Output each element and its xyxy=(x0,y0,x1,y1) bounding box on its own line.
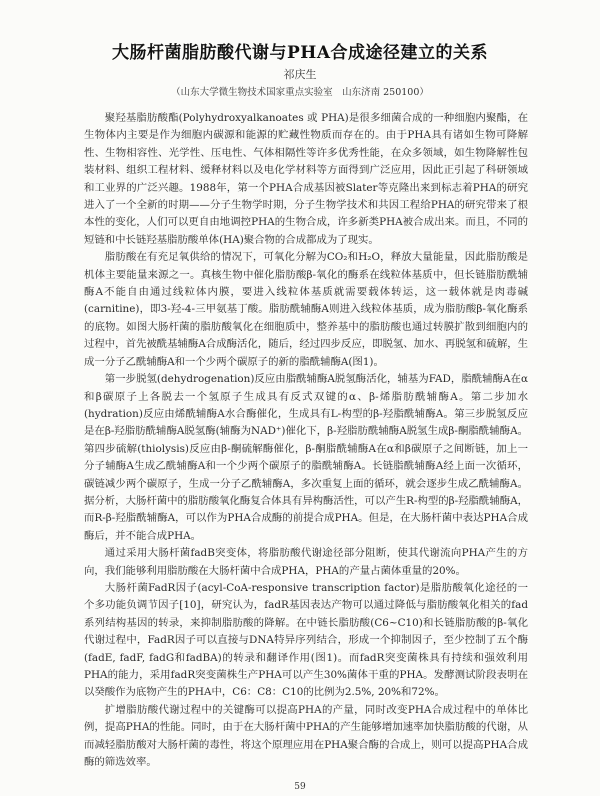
body-paragraph: 通过采用大肠杆菌fadB突变体，将脂肪酸代谢途径部分阻断，使其代谢流向PHA产生的方向，我们能够利用脂肪酸在大肠杆菌中合成PHA，PHA的产量占菌体重量的20%。 xyxy=(84,547,528,577)
body-paragraph: 脂肪酸在有充足氧供给的情况下，可氧化分解为CO₂和H₂O，释放大量能量，因此脂肪酸是机体主要能量来源之一。真核生物中催化脂肪酸β-氧化的酶系在线粒体基质中，但长链脂肪酰辅酶A不能自由通过线粒体内膜，要进入线粒体基质就需要载体转运，这一载体就是肉毒碱(carnitine)，即3-羟-4-三甲氨基丁酸。脂肪酰辅酶A则进入线粒体基质，成为脂肪酸β-氧化酶系的底物。如图大肠杆菌的脂肪酸氧化在细胞质中，整养基中的脂肪酸也通过转膜扩散到细胞内的过程中，首先被酰基辅酶A合成酶活化，随后，经过四步反应，即脱氢、加水、再脱氢和硫解，生成一分子乙酰辅酶A和一个少两个碳原子的新的脂酰辅酶A(图1)。 xyxy=(84,251,528,368)
body-paragraph: 扩增脂肪酸代谢过程中的关键酶可以提高PHA的产量，同时改变PHA合成过程中的单体比例，提高PHA的性能。同时，由于在大肠杆菌中PHA的产生能够增加速率加快脂肪酸的代谢，从而减轻脂肪酸对大肠杆菌的毒性，将这个原理应用在PHA聚合酶的合成上，则可以提高PHA合成酶的筛选效率。 xyxy=(84,703,528,769)
paper-title: 大肠杆菌脂肪酸代谢与PHA合成途径建立的关系 xyxy=(111,43,489,63)
body-paragraph: 聚羟基脂肪酸酯(Polyhydroxyalkanoates 或 PHA)是很多细菌合成的一种细胞内聚酯，在生物体内主要是作为细胞内碳源和能源的贮藏性物质而存在的。由于PHA具有诸如生物可降解性、生物相容性、光学性、压电性、气体相隔性等许多优秀性能，在众多领域，如生物降解性包装材料、组织工程材料、缓释材料以及电化学材料等方面得到广泛应用，因此正引起了科研领域和工业界的广泛兴趣。1988年，第一个PHA合成基因被Slater等克隆出来到标志着PHA的研究进入了一个全新的时期——分子生物学时期，分子生物学技术和共因工程给PHA的研究带来了根本性的变化，人们可以更自由地调控PHA的生物合成，许多新类PHA被合成出来。而且，不同的短链和中长链羟基脂肪酸单体(HA)聚合物的合成都成为了现实。 xyxy=(84,112,528,246)
paper-author: 祁庆生 xyxy=(283,68,317,81)
page-number: 59 xyxy=(294,782,306,792)
paper-affiliation: （山东大学微生物技术国家重点实验室 山东济南 250100） xyxy=(171,87,429,98)
body-paragraph: 第一步脱氢(dehydrogenation)反应由脂酰辅酶A脱氢酶活化，辅基为FAD，脂酰辅酶A在α和β碳原子上各脱去一个氢原子生成具有反式双键的α、β-烯脂肪酰辅酶A。第二步加水(hydration)反应由烯酰辅酶A水合酶催化，生成具有L-构型的β-羟脂酰辅酶A。第三步脱氢反应是在β-羟脂肪酰辅酶A脱氢酶(辅酶为NAD⁺)催化下，β-羟脂肪酰辅酶A脱氢生成β-酮脂酰辅酶A。第四步硫解(thiolysis)反应由β-酮硫解酶催化，β-酮脂酰辅酶A在α和β碳原子之间断链，加上一分子辅酶A生成乙酰辅酶A和一个少两个碳原子的脂酰辅酶A。长链脂酰辅酶A经上面一次循环，碳链减少两个碳原子，生成一分子乙酰辅酶A，多次重复上面的循环，就会逐步生成乙酰辅酶A。据分析，大肠杆菌中的脂肪酸氧化酶复合体具有异构酶活性，可以产生R-构型的β-羟脂酰辅酶A，而R-β-羟脂酰辅酶A，可以作为PHA合成酶的前提合成PHA。但是，在大肠杆菌中表达PHA合成酶后，并不能合成PHA。 xyxy=(84,373,528,542)
paper-body xyxy=(84,110,528,771)
body-paragraph: 大肠杆菌FadR因子(acyl-CoA-responsive transcription factor)是脂肪酸氧化途径的一个多功能负调节因子[10]，研究认为，fadR基因表达产物可以通过降低与脂肪酸氧化相关的fad系列结构基因的转录，来抑制脂肪酸的降解。在中链长脂肪酸(C6~C10)和长链脂肪酸的β-氧化代谢过程中，FadR因子可以直接与DNA特异序列结合，形成一个抑制因子，至少控制了五个酶(fadE, fadF, fadG和fadBA)的转录和翻译作用(图1)。而fadR突变菌株具有持续和强效利用PHA的能力，采用fadR突变菌株生产PHA可以产生30%菌体干重的PHA。发酵测试阶段表明在以癸酸作为底物产生的PHA中，C6：C8：C10的比例为2.5%, 20%和72%。 xyxy=(84,581,528,699)
